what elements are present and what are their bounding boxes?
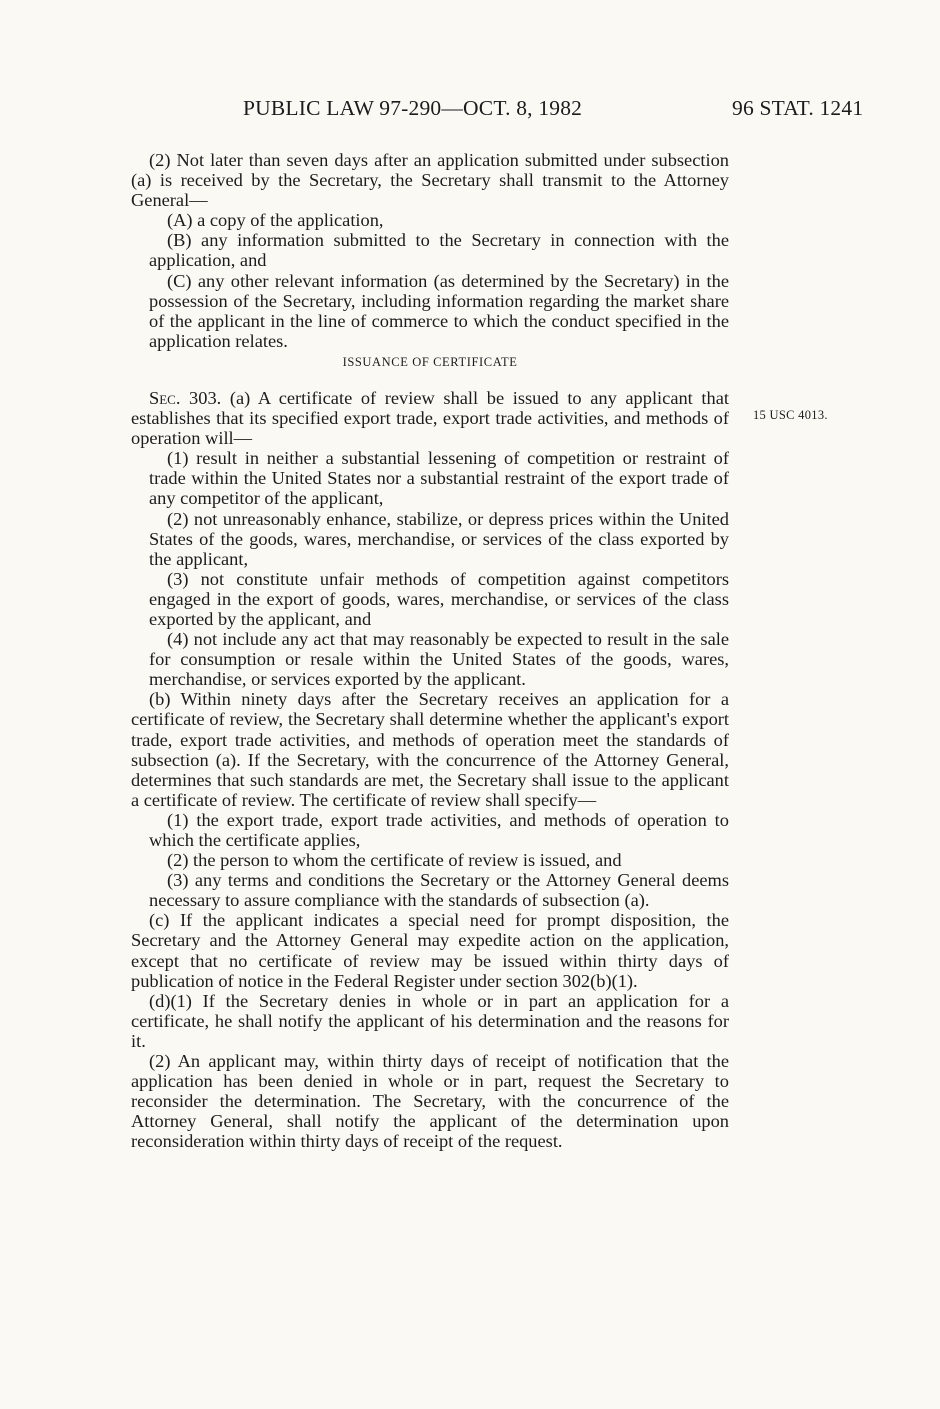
- paragraph-303-a-lead: [131, 388, 729, 448]
- clause-303-b3: (3) any terms and conditions the Secretary or the Attorney General deems necessary to assure compliance with the standards of subsection (a).: [149, 870, 729, 911]
- running-head: [0, 96, 940, 126]
- section-heading: ISSUANCE OF CERTIFICATE: [342, 354, 518, 369]
- paragraph-302-a2-lead: (2) Not later than seven days after an application submitted under subsection (a) is received by the Secretary, the Secretary shall transmit to the Attorney General—: [131, 150, 729, 211]
- clause-302-a2-B: (B) any information submitted to the Secretary in connection with the application, and: [149, 230, 729, 271]
- clause-302-a2-A: (A) a copy of the application,: [167, 210, 384, 231]
- clause-303-a4: (4) not include any act that may reasonably be expected to result in the sale for consumption or resale within the United States of the goods, wares, merchandise, or services exported by the applicant.: [149, 629, 729, 690]
- paragraph-303-d2: (2) An applicant may, within thirty days of receipt of notification that the application has been denied in whole or in part, request the Secretary to reconsider the determination. The Secretary, with the concurrence of the Attorney General, shall notify the applicant of the determination upon reconsideration within thirty days of receipt of the request.: [131, 1051, 729, 1152]
- clause-302-a2-C: (C) any other relevant information (as determined by the Secretary) in the possession of the Secretary, including information regarding the market share of the applicant in the line of commerce to which the conduct specified in the application relates.: [149, 270, 729, 351]
- clause-303-a1: (1) result in neither a substantial lessening of competition or restraint of trade within the United States nor a substantial restraint of the export trade of any competitor of the applicant,: [149, 448, 729, 509]
- clause-303-b1: (1) the export trade, export trade activities, and methods of operation to which the certificate applies,: [149, 809, 729, 850]
- paragraph-303-d1: (d)(1) If the Secretary denies in whole or in part an application for a certificate, he shall notify the applicant of his determination and the reasons for it.: [131, 990, 729, 1051]
- sec-label: Sec.: [149, 387, 181, 408]
- running-head-stat: 96 STAT. 1241: [732, 96, 864, 120]
- paragraph-303-b-lead: (b) Within ninety days after the Secretary receives an application for a certificate of review, the Secretary shall determine whether the applicant's export trade, export trade activities, and methods of operation meet the standards of subsection (a). If the Secretary, with the concurrence of the Attorney General, determines that such standards are met, the Secretary shall issue to the applicant a certificate of review. The certificate of review shall specify—: [131, 689, 729, 810]
- margin-note-usc: 15 USC 4013.: [753, 408, 828, 422]
- clause-303-a3: (3) not constitute unfair methods of competition against competitors engaged in the export of goods, wares, merchandise, or services of the class exported by the applicant, and: [149, 568, 729, 629]
- paragraph-303-c: (c) If the applicant indicates a special need for prompt disposition, the Secretary and the Attorney General may expedite action on the application, except that no certificate of review may be issued within thirty days of publication of notice in the Federal Register under section 302(b)(1).: [131, 910, 729, 991]
- running-head-title: PUBLIC LAW 97-290—OCT. 8, 1982: [243, 96, 583, 120]
- clause-303-a2: (2) not unreasonably enhance, stabilize, or depress prices within the United States of the goods, wares, merchandise, or services of the class exported by the applicant,: [149, 508, 729, 569]
- statute-text: [131, 150, 729, 1152]
- clause-303-b2: (2) the person to whom the certificate of review is issued, and: [167, 850, 622, 871]
- paragraph-303-a-text: 303. (a) A certificate of review shall be issued to any applicant that establishes that its specified export trade, export trade activities, and methods of operation will—: [131, 387, 729, 449]
